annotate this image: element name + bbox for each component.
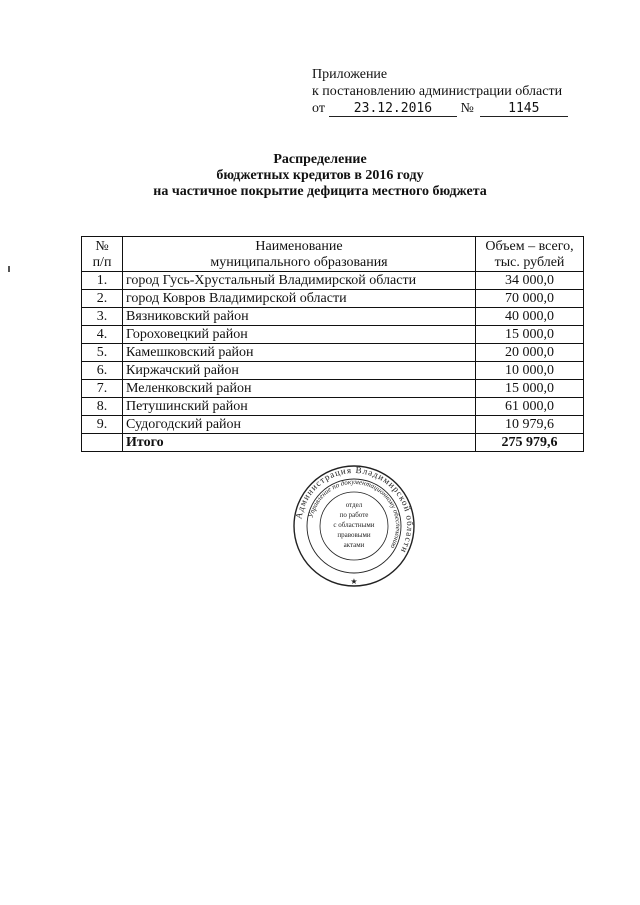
header-num-line-1: № xyxy=(95,239,109,254)
row-number: 1. xyxy=(82,272,123,290)
row-value: 34 000,0 xyxy=(476,272,584,290)
header-value xyxy=(476,237,584,272)
table-row xyxy=(82,290,584,308)
stamp-star-icon: ★ xyxy=(350,577,358,586)
document-title xyxy=(0,152,640,200)
row-name: город Ковров Владимирской области xyxy=(123,290,476,308)
table-row xyxy=(82,344,584,362)
row-name: Киржачский район xyxy=(123,362,476,380)
row-number: 2. xyxy=(82,290,123,308)
number-prefix: № xyxy=(460,101,474,116)
header-value-line-1: Объем – всего, xyxy=(485,239,574,254)
row-name: Гороховецкий район xyxy=(123,326,476,344)
table-row xyxy=(82,398,584,416)
row-name: Судогодский район xyxy=(123,416,476,434)
stamp-center-line-1: отдел xyxy=(345,501,363,509)
row-name: город Гусь-Хрустальный Владимирской области xyxy=(123,272,476,290)
header-num xyxy=(82,237,123,272)
title-line-1: Распределение xyxy=(273,152,367,167)
row-value: 20 000,0 xyxy=(476,344,584,362)
row-value: 70 000,0 xyxy=(476,290,584,308)
appendix-header xyxy=(312,66,568,117)
total-value: 275 979,6 xyxy=(476,434,584,452)
decree-date: 23.12.2016 xyxy=(329,101,457,117)
row-value: 61 000,0 xyxy=(476,398,584,416)
row-number: 9. xyxy=(82,416,123,434)
row-name: Петушинский район xyxy=(123,398,476,416)
appendix-date-row xyxy=(312,100,568,117)
row-name: Вязниковский район xyxy=(123,308,476,326)
table-row xyxy=(82,272,584,290)
row-name: Меленковский район xyxy=(123,380,476,398)
total-num-cell xyxy=(82,434,123,452)
table-row xyxy=(82,308,584,326)
table-row xyxy=(82,380,584,398)
title-line-2: бюджетных кредитов в 2016 году xyxy=(216,168,424,183)
date-prefix: от xyxy=(312,101,325,116)
total-label: Итого xyxy=(123,434,476,452)
header-num-line-2: п/п xyxy=(92,255,112,270)
header-name-line-2: муниципального образования xyxy=(210,255,388,270)
table-header-row xyxy=(82,237,584,272)
row-name: Камешковский район xyxy=(123,344,476,362)
table-row xyxy=(82,362,584,380)
total-row xyxy=(82,434,584,452)
appendix-line-1: Приложение xyxy=(312,67,388,82)
stamp-center-line-3: с областными xyxy=(333,521,375,529)
official-stamp xyxy=(292,464,416,588)
row-number: 7. xyxy=(82,380,123,398)
header-name xyxy=(123,237,476,272)
title-line-3: на частичное покрытие дефицита местного бюджета xyxy=(153,184,487,199)
row-number: 5. xyxy=(82,344,123,362)
stamp-center-line-2: по работе xyxy=(339,511,369,519)
appendix-line-2: к постановлению администрации области xyxy=(312,84,563,99)
row-number: 6. xyxy=(82,362,123,380)
row-number: 3. xyxy=(82,308,123,326)
stamp-center-text xyxy=(333,501,374,549)
header-value-line-2: тыс. рублей xyxy=(494,255,565,270)
decree-number: 1145 xyxy=(480,101,568,117)
scan-mark xyxy=(8,266,10,272)
row-value: 40 000,0 xyxy=(476,308,584,326)
table-body xyxy=(82,272,584,452)
row-value: 10 979,6 xyxy=(476,416,584,434)
row-number: 8. xyxy=(82,398,123,416)
header-name-line-1: Наименование xyxy=(255,239,343,254)
table-row xyxy=(82,326,584,344)
row-number: 4. xyxy=(82,326,123,344)
row-value: 15 000,0 xyxy=(476,380,584,398)
stamp-outer-text: Администрация Владимирской области xyxy=(293,464,416,556)
stamp-inner-text: Управление по документационному обеспечению xyxy=(306,477,403,550)
stamp-center-line-5: актами xyxy=(343,541,365,549)
row-value: 10 000,0 xyxy=(476,362,584,380)
table-row xyxy=(82,416,584,434)
stamp-center-line-4: правовыми xyxy=(337,531,371,539)
budget-table xyxy=(81,236,584,452)
row-value: 15 000,0 xyxy=(476,326,584,344)
